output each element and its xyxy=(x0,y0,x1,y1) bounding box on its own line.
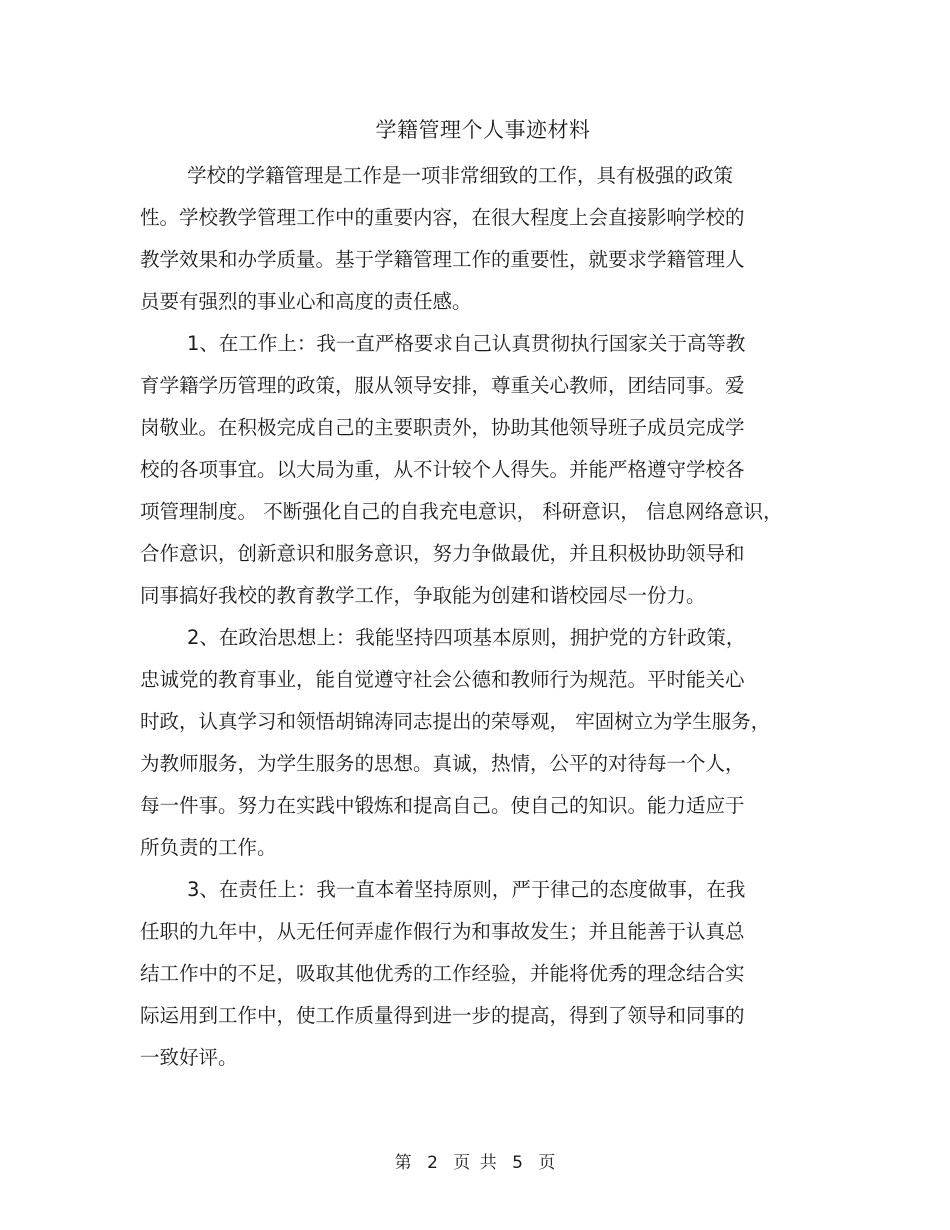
footer-suffix: 页 xyxy=(538,1153,556,1173)
footer-total-word: 共 xyxy=(479,1153,497,1173)
paragraph-1-line-4: 员要有强烈的事业心和高度的责任感。 xyxy=(140,290,472,313)
paragraph-2-line-2: 育学籍学历管理的政策，服从领导安排，尊重关心教师，团结同事。爱 xyxy=(140,374,745,397)
paragraph-4-line-2: 任职的九年中，从无任何弄虚作假行为和事故发生；并且能善于认真总 xyxy=(140,920,745,943)
paragraph-2-line-3: 岗敬业。在积极完成自己的主要职责外，协助其他领导班子成员完成学 xyxy=(140,416,745,439)
document-body xyxy=(140,155,840,1079)
paragraph-2-line-5: 项管理制度。 不断强化自己的自我充电意识， 科研意识， 信息网络意识， xyxy=(140,500,783,523)
paragraph-4-line-3: 结工作中的不足，吸取其他优秀的工作经验，并能将优秀的理念结合实 xyxy=(140,962,745,985)
paragraph-3-line-2: 忠诚党的教育事业，能自觉遵守社会公德和教师行为规范。平时能关心 xyxy=(140,668,745,691)
paragraph-1-line-3: 教学效果和办学质量。基于学籍管理工作的重要性，就要求学籍管理人 xyxy=(140,248,745,271)
page-footer xyxy=(0,1148,950,1178)
paragraph-4-line-4: 际运用到工作中，使工作质量得到进一步的提高，得到了领导和同事的 xyxy=(140,1004,745,1027)
paragraph-3-line-5: 每一件事。努力在实践中锻炼和提高自己。使自己的知识。能力适应于 xyxy=(140,794,745,817)
paragraph-3-line-1: 2、在政治思想上：我能坚持四项基本原则，拥护党的方针政策， xyxy=(187,626,746,649)
paragraph-2-line-7: 同事搞好我校的教育教学工作，争取能为创建和谐校园尽一份力。 xyxy=(140,584,706,607)
footer-current-page: 2 xyxy=(427,1153,438,1173)
paragraph-2-line-1: 1、在工作上：我一直严格要求自己认真贯彻执行国家关于高等教 xyxy=(187,332,746,355)
footer-prefix: 第 xyxy=(394,1153,412,1173)
paragraph-1-line-2: 性。学校教学管理工作中的重要内容，在很大程度上会直接影响学校的 xyxy=(140,206,745,229)
footer-total-pages: 5 xyxy=(512,1153,523,1173)
paragraph-2-line-6: 合作意识，创新意识和服务意识，努力争做最优，并且积极协助领导和 xyxy=(140,542,745,565)
footer-page-word: 页 xyxy=(453,1153,471,1173)
paragraph-4-line-5: 一致好评。 xyxy=(140,1046,238,1069)
paragraph-2-line-4: 校的各项事宜。以大局为重，从不计较个人得失。并能严格遵守学校各 xyxy=(140,458,745,481)
document-title: 学籍管理个人事迹材料 xyxy=(375,118,591,142)
paragraph-3-line-3: 时政，认真学习和领悟胡锦涛同志提出的荣辱观， 牢固树立为学生服务， xyxy=(140,710,771,733)
paragraph-4-line-1: 3、在责任上：我一直本着坚持原则，严于律己的态度做事，在我 xyxy=(187,878,746,901)
paragraph-3-line-6: 所负责的工作。 xyxy=(140,836,277,859)
paragraph-3-line-4: 为教师服务，为学生服务的思想。真诚，热情，公平的对待每一个人， xyxy=(140,752,745,775)
paragraph-1-line-1: 学校的学籍管理是工作是一项非常细致的工作，具有极强的政策 xyxy=(187,164,734,187)
